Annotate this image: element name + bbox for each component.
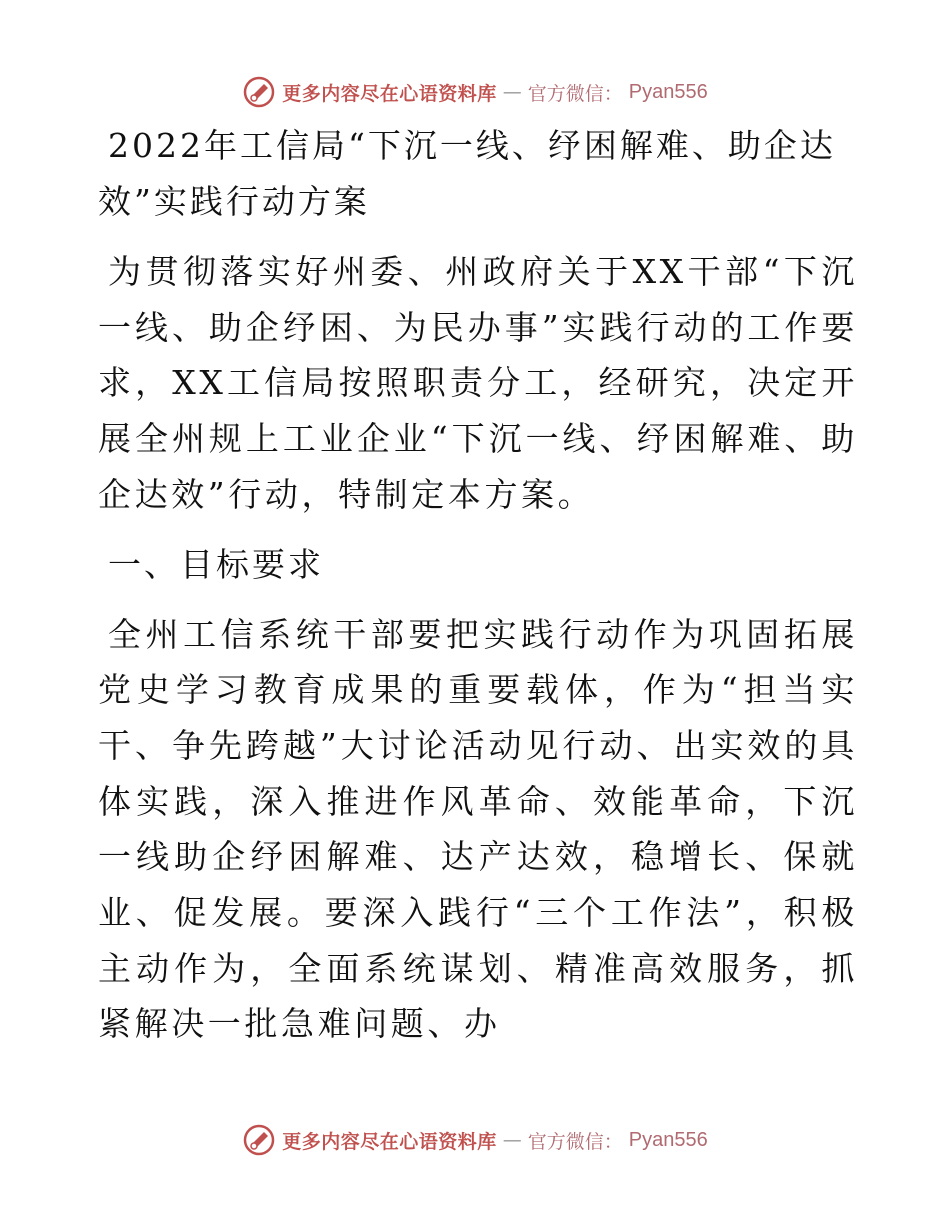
header-banner bbox=[0, 70, 950, 114]
document-title bbox=[98, 118, 858, 230]
document-body bbox=[98, 118, 858, 1052]
intro-paragraph: 为贯彻落实好州委、州政府关于XX干部“下沉一线、助企纾困、为民办事”实践行动的工作要求，XX工信局按照职责分工，经研究，决定开展全州规上工业企业“下沉一线、纾困解难、助企达效”行动，特制定本方案。 bbox=[98, 252, 858, 514]
banner-wechat-id: Pyan556 bbox=[628, 80, 708, 103]
banner-main-text: 更多内容尽在心语资料库 bbox=[282, 1130, 497, 1153]
banner-sub-text: 官方微信： bbox=[527, 82, 623, 105]
banner-main-text: 更多内容尽在心语资料库 bbox=[282, 82, 497, 105]
logo-icon bbox=[242, 75, 276, 109]
section-1-paragraph: 全州工信系统干部要把实践行动作为巩固拓展党史学习教育成果的重要载体，作为“担当实干、争先跨越”大讨论活动见行动、出实效的具体实践，深入推进作风革命、效能革命，下沉一线助企纾困解难、达产达效，稳增长、保就业、促发展。要深入践行“三个工作法”，积极主动作为，全面系统谋划、精准高效服务，抓紧解决一批急难问题、办 bbox=[98, 614, 858, 1044]
title-line-2: 效”实践行动方案 bbox=[98, 182, 370, 221]
section-1-heading: 一、目标要求 bbox=[108, 544, 324, 584]
banner-wechat-id: Pyan556 bbox=[628, 1128, 708, 1151]
banner-dash: — bbox=[502, 81, 522, 103]
title-line-1: 2022年工信局“下沉一线、纾困解难、助企达 bbox=[108, 126, 836, 165]
logo-icon bbox=[242, 1123, 276, 1157]
banner-sub-text: 官方微信： bbox=[527, 1130, 623, 1153]
footer-banner bbox=[0, 1118, 950, 1162]
banner-dash: — bbox=[502, 1129, 522, 1151]
